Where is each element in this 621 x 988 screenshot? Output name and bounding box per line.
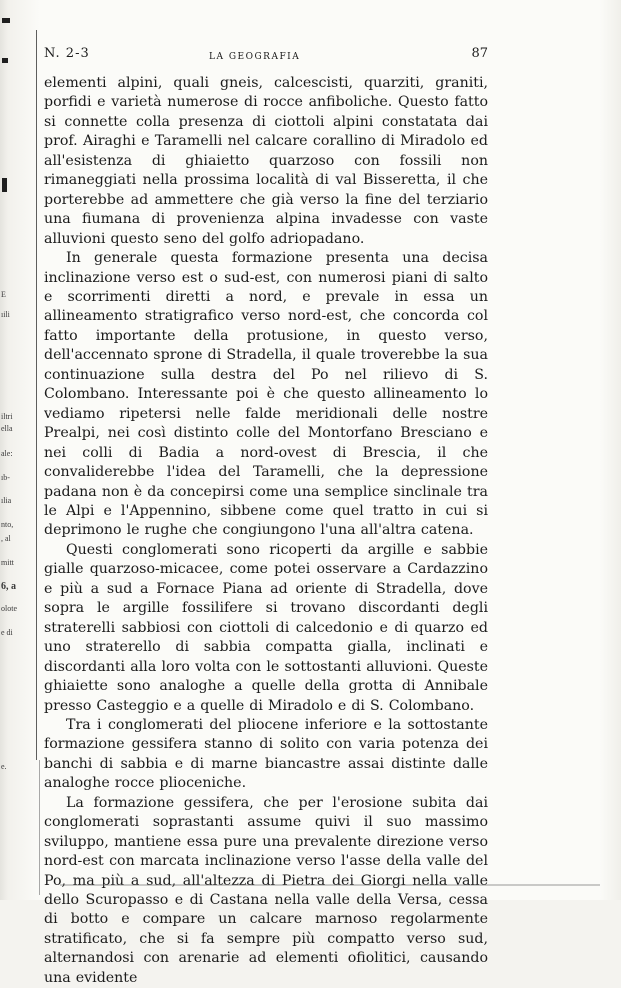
binding-rule-lower (39, 760, 40, 895)
paragraph: Questi conglomerati sono ricoperti da argille e sabbie gialle quarzoso-micacee, come potei osservare a Cardazzino e più a sud a Fornace Piana ad oriente di Stradella, dove sopra le argille fossilifere si trovano discordanti degli straterelli sabbiosi con ciottoli di calcedonio e di quarzo ed uno straterello di sabbia compatta gialla, inclinati e discordanti alla loro volta con le sottostanti alluvioni. Queste ghiaiette sono analoghe a quelle della grotta di Annibale presso Casteggio e a quelle di Miradolo e di S. Colombano. (44, 541, 488, 714)
margin-ink-mark (2, 178, 7, 192)
margin-ink-mark (2, 18, 10, 23)
paragraph: Tra i conglomerati del pliocene inferiore e la sottostante formazione gessifera stanno di solito con varia potenza dei banchi di sabbia e di marne biancastre assai distinte dalle analoghe rocce plioceniche. (44, 716, 488, 792)
margin-fragment: e. (1, 762, 7, 771)
margin-ink-mark (2, 58, 8, 63)
margin-fragment: ale: (1, 449, 13, 458)
issue-number: N. 2-3 (44, 46, 90, 61)
binding-rule (36, 30, 37, 760)
margin-fragment: , al (1, 534, 11, 543)
paragraph: In generale questa formazione presenta una decisa inclinazione verso est o sud-est, con numerosi piani di salto e scorrimenti diretti a nord, e prevale in essa un allineamento stratigrafico verso nord-est, che concorda col fatto importante della protusione, in questo verso, dell'accennato sprone di Stradella, il quale troverebbe la sua continuazione sulla destra del Po nel rilievo di S. Colombano. Interessante poi è che questo allineamento lo vediamo ripetersi nelle falde meridionali delle nostre Prealpi, nei così distinto colle del Montorfano Bresciano e nei colli di Badia a nord-ovest di Brescia, il che convaliderebbe l'idea del Taramelli, che la depressione padana non è da concepirsi come una semplice sinclinale tra le Alpi e l'Appennino, sibbene come quel tratto in cui si deprimono le rughe che congiungono l'una all'altra catena. (44, 250, 488, 539)
margin-fragment: olote (1, 604, 17, 613)
margin-fragment: iltri (1, 412, 13, 421)
binding-margin (0, 0, 40, 900)
scan-edge-shadow (60, 884, 600, 886)
paragraph: elementi alpini, quali gneis, calcescisti, quarziti, graniti, porfidi e varietà numerose di rocce anfiboliche. Questo fatto si connette colla presenza di ciottoli alpini constatata dai prof. Airaghi e Taramelli nel calcare corallino di Miradolo ed all'esistenza di ghiaietto quarzoso con fossili non rimaneggiati nella prossima località di val Bisseretta, il che porterebbe ad ammettere che già verso la fine del terziario una fiumana di provenienza alpina invadesse con vaste alluvioni questo seno del golfo adriopadano. (44, 75, 488, 247)
margin-fragment: nto, (1, 520, 14, 529)
margin-fragment: e di (1, 628, 13, 637)
running-header (44, 46, 488, 66)
journal-title: LA GEOGRAFIA (209, 52, 301, 62)
margin-fragment: E (1, 290, 6, 299)
margin-fragment: ıili (1, 310, 10, 319)
paragraph: La formazione gessifera, che per l'erosione subita dai conglomerati soprastanti assume quivi il suo massimo sviluppo, mantiene essa pure una prevalente direzione verso nord-est con marcata inclinazione verso l'asse della valle del Po, ma più a sud, all'altezza di Pietra dei Giorgi nella valle dello Scuropasso e di Castana nella valle della Versa, cessa di botto e compare un calcare marnoso regolarmente stratificato, che si fa sempre più compatto verso sud, alternandosi con arenarie ad elementi ofiolitici, causando una evidente (44, 794, 488, 986)
margin-fragment: ılia (1, 496, 12, 505)
margin-fragment: 6, a (1, 581, 16, 592)
page-number: 87 (471, 46, 488, 61)
margin-fragment: ıb- (1, 473, 10, 482)
body-text (44, 74, 488, 988)
margin-fragment: mitt (1, 558, 14, 567)
margin-fragment: ella (1, 424, 13, 433)
